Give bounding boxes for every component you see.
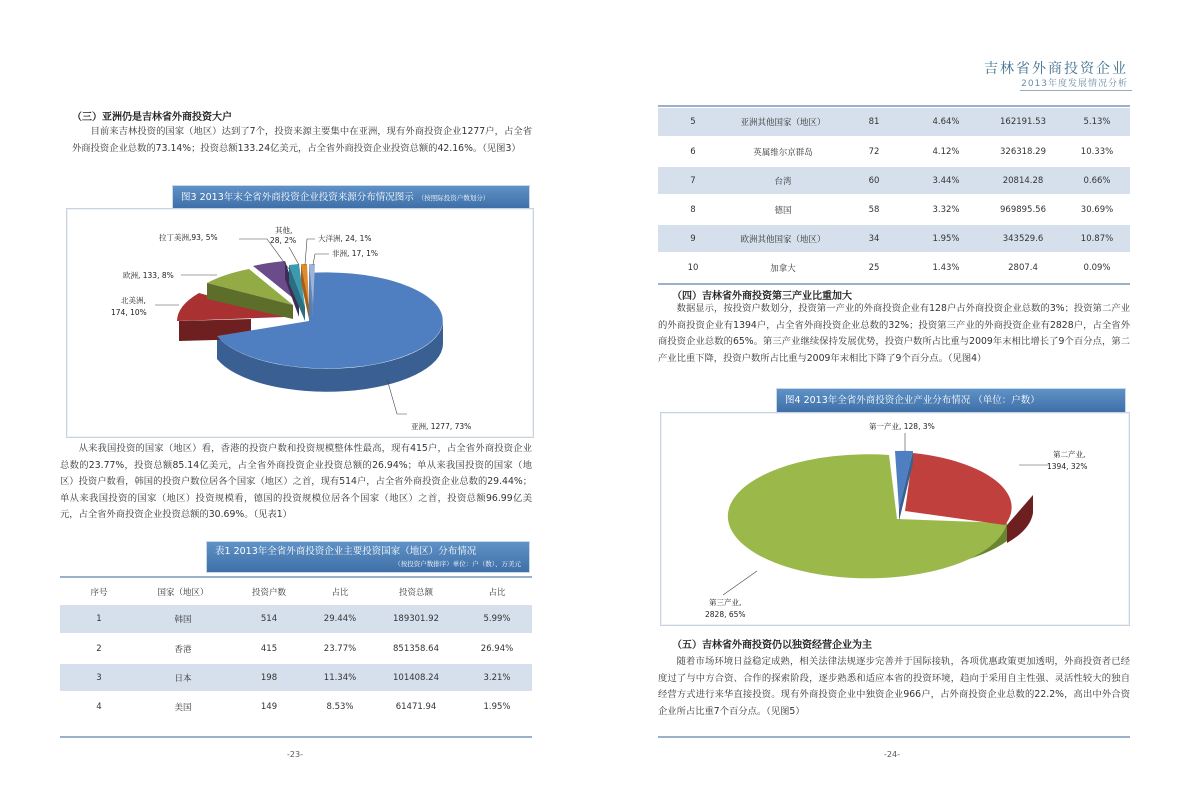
page-number-right: -24- [884,750,900,759]
table1-col-total: 投资总额 [398,588,433,598]
figure4-title-bar [776,388,1126,413]
table-row: 5 亚洲其他国家（地区） 81 4.64% 162191.53 5.13% [658,108,1130,137]
table-row: 10 加拿大 25 1.43% 2807.4 0.09% [658,253,1130,282]
section4-paragraph: 数据显示，按投资户数划分，投资第一产业的外商投资企业有128户占外商投资企业总数的3%；投资第二产业的外商投资企业有1394户，占全省外商投资企业总数的32%；投资第三产业的外商投资企业有2828户，占全省外商投资企业总数的65%。第三产业继续保持发展优势，投资户数所占比重与2009年末相比增长了9个百分点，第二产业比重下降，投资户数所占比重与2009年末相比下降了9个百分点。（见图4） [658,303,1130,364]
running-header-title: 吉林省外商投资企业 [984,61,1128,77]
table1-top-rule [60,576,532,578]
leader-tertiary [723,571,757,595]
table-row: 6 英属维尔京群岛 72 4.12% 326318.29 10.33% [658,137,1130,166]
table1-title-bar [206,541,530,573]
figure3-note: （按照际投资户数划分） [417,194,490,202]
paragraph-2: 从来我国投资的国家（地区）看，香港的投资户数和投资规模整体性最高，现有415户，占全省外商投资企业总数的23.77%，投资总额85.14亿美元，占全省外商投资企业投资总额的26.94%；单从来我国投资的国家（地区）投资户数看，韩国的投资户数位居各个国家（地区）之首，现有514户，占全省外商投资企业总数的29.44%；单从来我国投资的国家（地区）投资规模看，德国的投资规模位居各个国家（地区）之首，投资总额96.99亿美元，占全省外商投资企业投资总额的30.69%。（见表1） [60,443,532,520]
label-namerica-1: 北美洲, [121,296,146,305]
figure3-chart [66,208,534,438]
table-row: 2 香港 415 23.77% 851358.64 26.94% [60,634,532,663]
running-header-subtitle: 2013年度发展情况分析 [1021,79,1128,89]
label-other-2: 28, 2% [270,236,297,245]
figure4-chart [660,412,1130,626]
section5-heading: （五）吉林省外商投资仍以独资经营企业为主 [672,640,872,651]
table-row: 8 德国 58 3.32% 969895.56 30.69% [658,195,1130,224]
section5-paragraph: 随着市场环境日益稳定成熟，相关法律法规逐步完善并于国际接轨，各项优惠政策更加透明，外商投资者已经度过了与中方合资、合作的探索阶段，逐步熟悉和适应本省的投资环境，趋向于采用自主性强、灵活性较大的独自经营方式进行来华直接投资。现有外商投资企业中独资企业966户，占外商投资企业总数的22.2%，高出中外合资企业所占比重7个百分点。（见图5） [658,656,1130,717]
right-bottom-rule [658,736,1130,738]
table-row: 4 美国 149 8.53% 61471.94 1.95% [60,692,532,721]
label-tertiary-1: 第三产业, [709,598,742,607]
label-africa: 非洲, 17, 1% [332,249,378,258]
table1-col-count: 投资户数 [251,588,286,598]
figure4-title: 图4 2013年全省外商投资企业产业分布情况 （单位：户数） [785,395,1040,406]
pie4-slice-secondary [905,453,1012,525]
table1-bottom-rule [60,736,532,738]
page-number-left: -23- [287,750,303,759]
table1-note: （按投资户数排序）单位：户（数）、万美元 [394,560,521,568]
table1-title: 表1 2013年全省外商投资企业主要投资国家（地区）分布情况 [215,546,477,557]
table1-header-row [60,579,532,605]
figure3-svg [67,209,533,437]
label-latam: 拉丁美洲,93, 5% [159,233,218,242]
figure4-svg [661,413,1129,625]
leader-other [289,247,299,265]
section4-heading: （四）吉林省外商投资第三产业比重加大 [672,291,852,302]
label-tertiary-2: 2828, 65% [705,610,746,619]
label-secondary-2: 1394, 32% [1047,462,1088,471]
figure3-title-bar [172,185,530,209]
label-secondary-1: 第二产业, [1053,450,1086,459]
leader-africa [313,254,329,265]
table1-col-share2: 占比 [488,588,506,598]
table1-cont-top-rule [658,105,1130,107]
table1-continued [658,108,1130,283]
label-asia: 亚洲, 1277, 73% [411,422,472,431]
table1-cont-bottom-rule [658,283,1130,285]
label-oceania: 大洋洲, 24, 1% [318,234,372,243]
figure3-title: 图3 2013年末全省外商投资企业投资来源分布情况图示 [181,192,414,203]
label-namerica-2: 174, 10% [111,308,147,317]
section3-heading: （三）亚洲仍是吉林省外商投资大户 [72,112,232,123]
header-divider [1020,90,1132,91]
table-row: 3 日本 198 11.34% 101408.24 3.21% [60,663,532,692]
table1-col-country: 国家（地区） [157,588,209,598]
table-row: 1 韩国 514 29.44% 189301.92 5.99% [60,605,532,634]
label-europe: 欧洲, 133, 8% [123,271,174,280]
table1-col-index: 序号 [90,588,108,598]
section3-paragraph: 目前来吉林投资的国家（地区）达到了7个，投资来源主要集中在亚洲，现有外商投资企业1277户，占全省外商投资企业总数的73.14%；投资总额133.24亿美元，占全省外商投资企业投资总额的42.16%。（见图3） [72,126,532,154]
leader-asia [387,379,407,414]
label-other-1: 其他, [275,226,293,235]
table1 [60,579,532,722]
table1-col-share: 占比 [331,588,349,598]
table-row: 7 台湾 60 3.44% 20814.28 0.66% [658,166,1130,195]
table-row: 9 欧洲其他国家（地区） 34 1.95% 343529.6 10.87% [658,224,1130,253]
label-primary: 第一产业, 128, 3% [869,422,935,431]
